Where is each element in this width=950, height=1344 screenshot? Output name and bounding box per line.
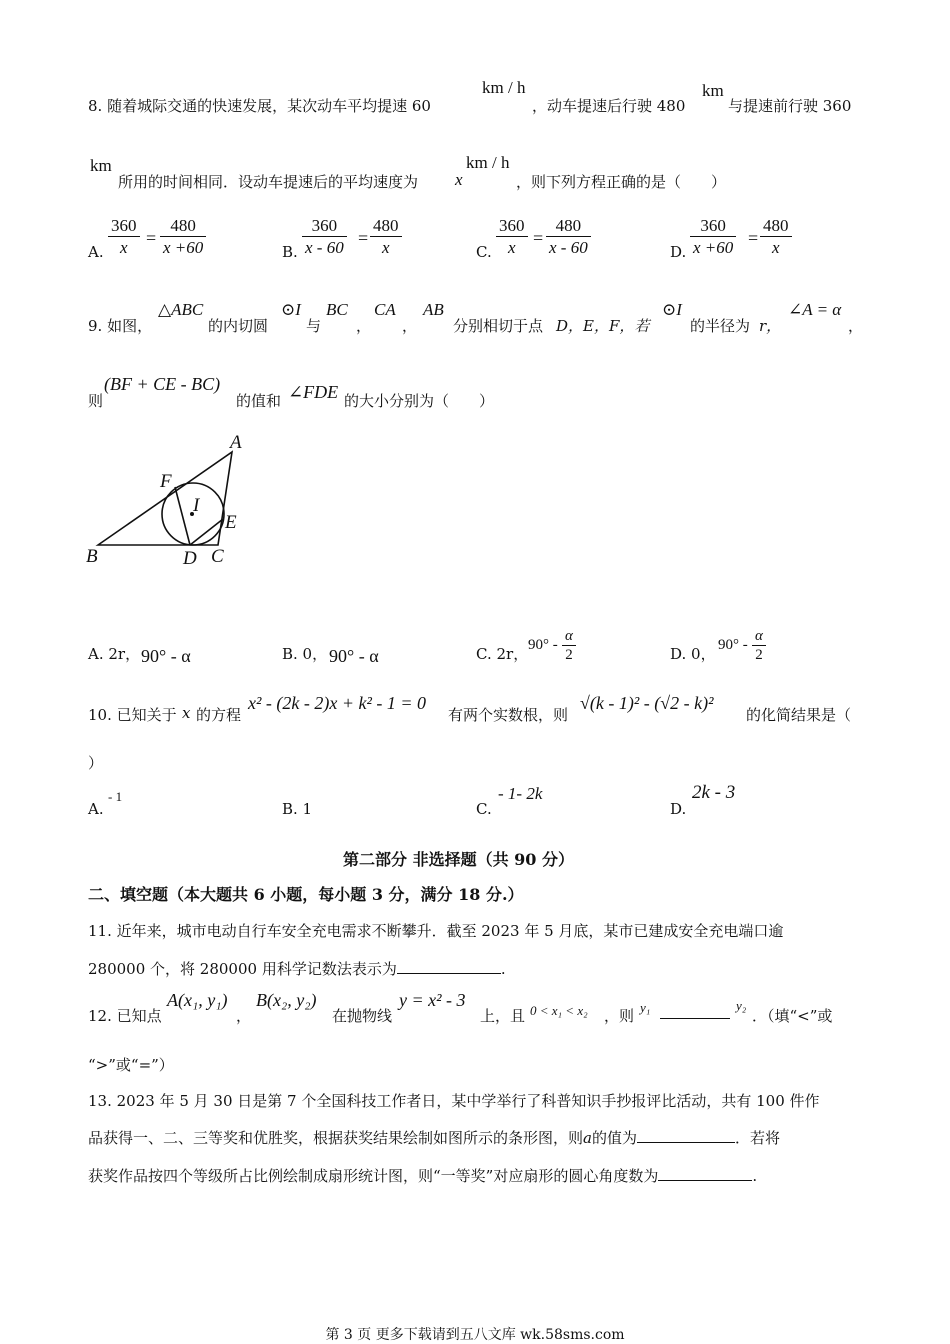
q9-math: ⊙I	[281, 300, 301, 319]
q12-condition: 0 < x₁ < x₂	[530, 1003, 588, 1018]
q8-text: 所用的时间相同．设动车提速后的平均速度为	[118, 173, 419, 191]
q9-math: △ABC	[158, 300, 204, 319]
option-label: C.	[476, 243, 492, 261]
q8-text: 8. 随着城际交通的快速发展，某次动车平均提速 60	[88, 97, 431, 115]
option-value: 90° - α	[141, 646, 191, 666]
label-d: D	[183, 548, 197, 569]
q13-line2	[88, 1127, 780, 1148]
page-footer: 第 3 页 更多下载请到五八文库 wk.58sms.com	[325, 1327, 625, 1343]
label-e: E	[225, 512, 237, 533]
equals: =	[358, 228, 369, 248]
q9-text: 的半径为	[690, 317, 751, 335]
option-label: B. 1	[282, 800, 313, 818]
q9-math: AB	[423, 300, 444, 319]
answer-blank[interactable]	[660, 1004, 730, 1019]
q12-text: 12. 已知点	[88, 1007, 162, 1025]
q9-text: 与	[306, 317, 322, 335]
q10-equation: x² - (2k - 2)x + k² - 1 = 0	[248, 693, 427, 713]
label-c: C	[211, 546, 224, 567]
q9-math: ⊙I	[662, 300, 682, 319]
q10-text: 的方程	[196, 706, 242, 724]
q13-text: 品获得一、二、三等奖和优胜奖，根据获奖结果绘制如图所示的条形图，则	[88, 1129, 584, 1147]
option-label: D.	[670, 800, 687, 818]
option-label: B.	[282, 243, 298, 261]
option-label: B. 0，	[282, 645, 328, 663]
q10-text: 有两个实数根，则	[448, 706, 569, 724]
q10-var: x	[182, 704, 191, 722]
option-value: 90° -	[718, 637, 748, 653]
q9-math: (BF + CE - BC)	[104, 374, 221, 394]
q8-text: 与提速前行驶 360	[728, 97, 852, 115]
q11-text: 11. 近年来，城市电动自行车安全充电需求不断攀升．截至 2023 年 5 月底，某市已建成安全充电端口逾	[88, 922, 784, 940]
fraction: $\frac{\alpha}{2}$	[562, 628, 576, 664]
q13-text: 13. 2023 年 5 月 30 日是第 7 个全国科技工作者日，某中学举行了科普知识手抄报评比活动，共有 100 件作	[88, 1092, 820, 1110]
q9-math: BC	[326, 300, 348, 319]
answer-blank[interactable]	[637, 1128, 735, 1143]
q12-text: 上，且	[480, 1007, 526, 1025]
option-label: C. 2r，	[476, 645, 529, 663]
option-value: 90° -	[528, 637, 558, 653]
fraction: $\frac{\alpha}{2}$	[752, 628, 766, 664]
q12-text: ，则	[604, 1007, 635, 1025]
q9-math: ∠A = α	[788, 300, 842, 319]
q9-math: CA	[374, 300, 396, 319]
q10-text: 10. 已知关于	[88, 706, 177, 724]
q12-point-b: B(x₂, y₂)	[256, 990, 317, 1010]
section-heading: 二、填空题（本大题共 6 小题，每小题 3 分，满分 18 分.）	[88, 885, 524, 904]
q9-text: 的内切圆	[208, 317, 269, 335]
q11-text: .	[500, 960, 506, 978]
triangle-abc	[98, 452, 232, 545]
q8-unit: km / h	[466, 153, 510, 172]
fraction: $\frac{360}{x}$	[496, 216, 528, 259]
q8-text: ，则下列方程正确的是（ ）	[516, 173, 727, 191]
option-label: D. 0，	[670, 645, 716, 663]
q8-var: x	[455, 170, 463, 189]
q12-point-a: A(x₁, y₁)	[167, 990, 228, 1010]
q12-text: 在抛物线	[332, 1007, 393, 1025]
q9-text: 的值和	[236, 392, 282, 410]
fraction: $\frac{480}{x}$	[760, 216, 792, 259]
q11-line2	[88, 958, 506, 979]
q13-text: 的值为	[591, 1129, 637, 1147]
fraction: $\frac{360}{x - 60}$	[302, 216, 347, 259]
equals: =	[748, 228, 759, 248]
option-value: 2k - 3	[692, 782, 736, 803]
q9-text: ，	[356, 317, 372, 335]
q8-text: ，动车提速后行驶 480	[532, 97, 686, 115]
q13-text: 获奖作品按四个等级所占比例绘制成扇形统计图，则“一等奖”对应扇形的圆心角度数为	[88, 1167, 659, 1185]
q9-text: 的大小分别为（ ）	[344, 392, 495, 410]
equals: =	[146, 228, 157, 248]
q8-unit: km	[702, 81, 724, 100]
fraction: $\frac{480}{x}$	[370, 216, 402, 259]
q9-text: ，	[402, 317, 418, 335]
q10-expression: √(k - 1)² - (√2 - k)²	[580, 693, 714, 713]
q8-unit: km / h	[482, 78, 526, 97]
option-value: - 1	[108, 789, 123, 804]
q12-text: ．（填“<”或	[752, 1007, 833, 1025]
fraction: $\frac{480}{x - 60}$	[546, 216, 591, 259]
q13-line3	[88, 1165, 757, 1186]
q12-parabola: y = x² - 3	[399, 990, 466, 1010]
q9-text: 9. 如图，	[88, 317, 153, 335]
q8-unit: km	[90, 156, 112, 175]
answer-blank[interactable]	[397, 959, 501, 974]
q12-text: ，	[236, 1007, 252, 1025]
q9-text: 则	[88, 392, 104, 410]
label-i: I	[193, 495, 200, 516]
label-f: F	[160, 471, 172, 492]
option-value: - 1- 2k	[498, 784, 543, 803]
q12-text: “>”或“=”）	[88, 1056, 174, 1074]
option-label: A.	[88, 243, 104, 261]
q9-text: r，	[759, 317, 782, 335]
equals: =	[533, 228, 544, 248]
segment-fd	[175, 487, 190, 545]
q9-math: ∠FDE	[288, 382, 339, 402]
triangle-incircle-figure	[80, 425, 270, 575]
q11-text: 280000 个，将 280000 用科学记数法表示为	[88, 960, 397, 978]
q9-text: D，E，F，若	[556, 317, 650, 335]
fraction: $\frac{360}{x +60}$	[690, 216, 736, 259]
option-label: C.	[476, 800, 492, 818]
q13-var: a	[583, 1129, 592, 1147]
q13-text: ．若将	[734, 1129, 780, 1147]
q10-text: ）	[88, 754, 104, 772]
label-a: A	[230, 432, 242, 453]
answer-blank[interactable]	[658, 1166, 752, 1181]
fraction: $\frac{360}{x}$	[108, 216, 140, 259]
q9-text: 分别相切于点	[453, 317, 544, 335]
option-label: A. 2r，	[88, 645, 141, 663]
q13-text: .	[752, 1167, 758, 1185]
option-value: 90° - α	[329, 646, 379, 666]
option-label: D.	[670, 243, 687, 261]
q10-text: 的化简结果是（	[746, 706, 852, 724]
q9-text: ，	[848, 317, 864, 335]
fraction: $\frac{480}{x +60}$	[160, 216, 206, 259]
option-label: A.	[88, 800, 104, 818]
q12-var: y₂	[736, 998, 747, 1013]
q12-var: y₁	[640, 1000, 651, 1015]
part-two-title: 第二部分 非选择题（共 90 分）	[343, 850, 574, 869]
label-b: B	[86, 546, 98, 567]
